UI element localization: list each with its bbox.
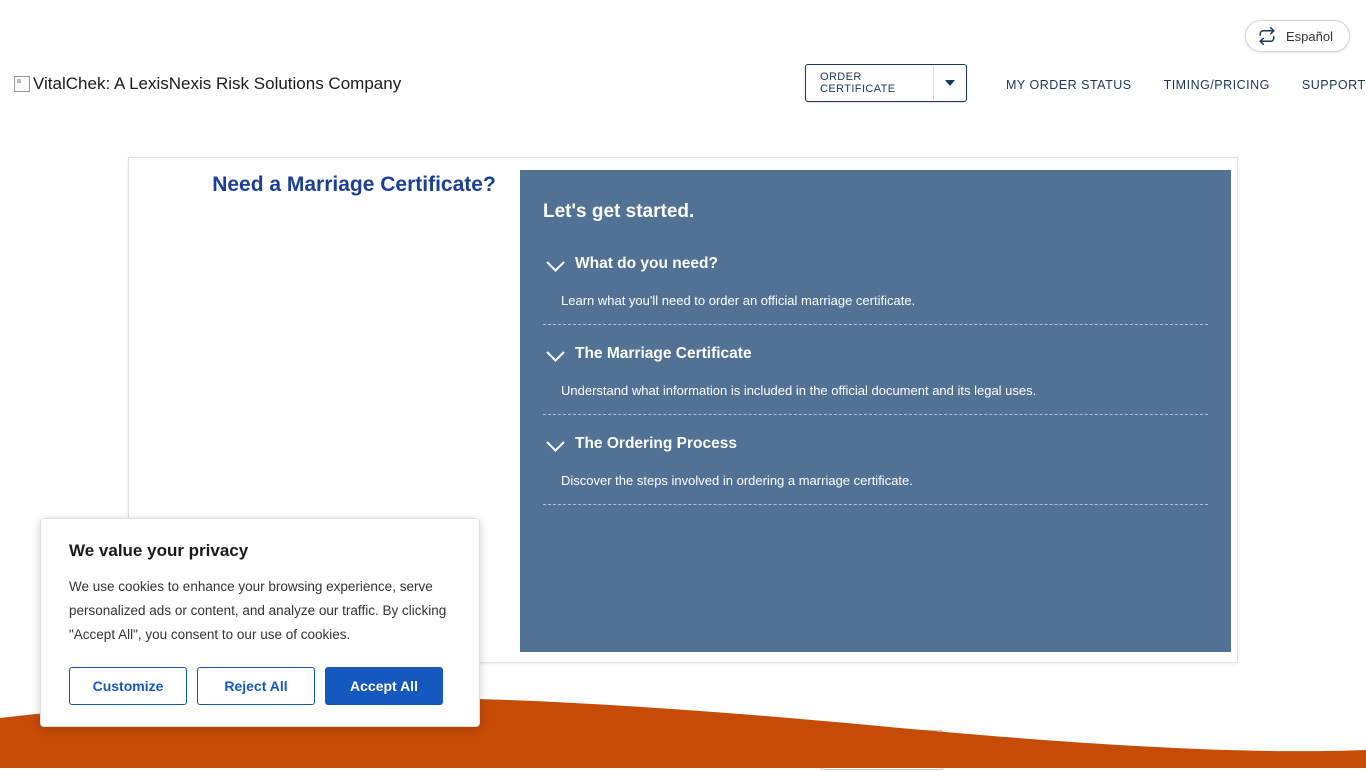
language-label: Español [1286,28,1333,44]
order-certificate-button[interactable] [805,64,967,102]
cookie-dialog-body: We use cookies to enhance your browsing experience, serve personalized ads or content, and analyze our traffic. By clicking "Accept All", you consent to our use of cookies. [69,579,447,642]
main-navigation [990,74,1366,96]
brand-alt-text: VitalChek: A LexisNexis Risk Solutions Company [33,74,402,93]
accordion-list [543,255,1208,525]
accordion-description: Understand what information is included in the official document and its legal uses. [561,382,1037,398]
reject-all-button[interactable]: Reject All [197,667,315,705]
customize-button[interactable]: Customize [69,667,187,705]
accordion-title: The Ordering Process [575,434,737,452]
cookie-consent-dialog [40,518,480,727]
page-title: Need a Marriage Certificate? [212,173,496,196]
accordion-title: What do you need? [575,255,718,272]
chevron-down-icon [546,343,564,361]
accordion-header-what-do-you-need[interactable] [543,255,1208,273]
order-certificate-label: ORDER CERTIFICATE [820,71,896,95]
chevron-down-icon [546,433,564,451]
broken-image-icon [14,76,30,92]
accordion-header-the-marriage-certificate[interactable] [543,345,1208,363]
cookie-dialog-title: We value your privacy [69,541,249,560]
brand-logo-broken-image[interactable] [14,74,401,94]
accept-all-button[interactable]: Accept All [325,667,443,705]
accordion-title: The Marriage Certificate [575,344,752,362]
language-toggle[interactable] [1245,20,1350,52]
nav-item-my-order-status[interactable]: MY ORDER STATUS [1006,78,1132,92]
chevron-down-icon [546,254,564,272]
accordion-header-the-ordering-process[interactable] [543,435,1208,453]
chevron-down-icon[interactable] [934,80,966,86]
panel-title: Let's get started. [543,201,695,222]
nav-item-timing-pricing[interactable]: TIMING/PRICING [1163,78,1270,92]
accordion-description: Learn what you'll need to order an official marriage certificate. [561,293,916,308]
accordion-description: Discover the steps involved in ordering a marriage certificate. [561,472,913,488]
accordion-item [543,345,1208,415]
get-started-panel [520,170,1231,652]
cookie-dialog-buttons [69,667,451,705]
nav-item-support[interactable]: SUPPORT [1301,78,1366,92]
accordion-item [543,435,1208,505]
swap-icon [1258,27,1276,45]
accordion-item [543,255,1208,325]
